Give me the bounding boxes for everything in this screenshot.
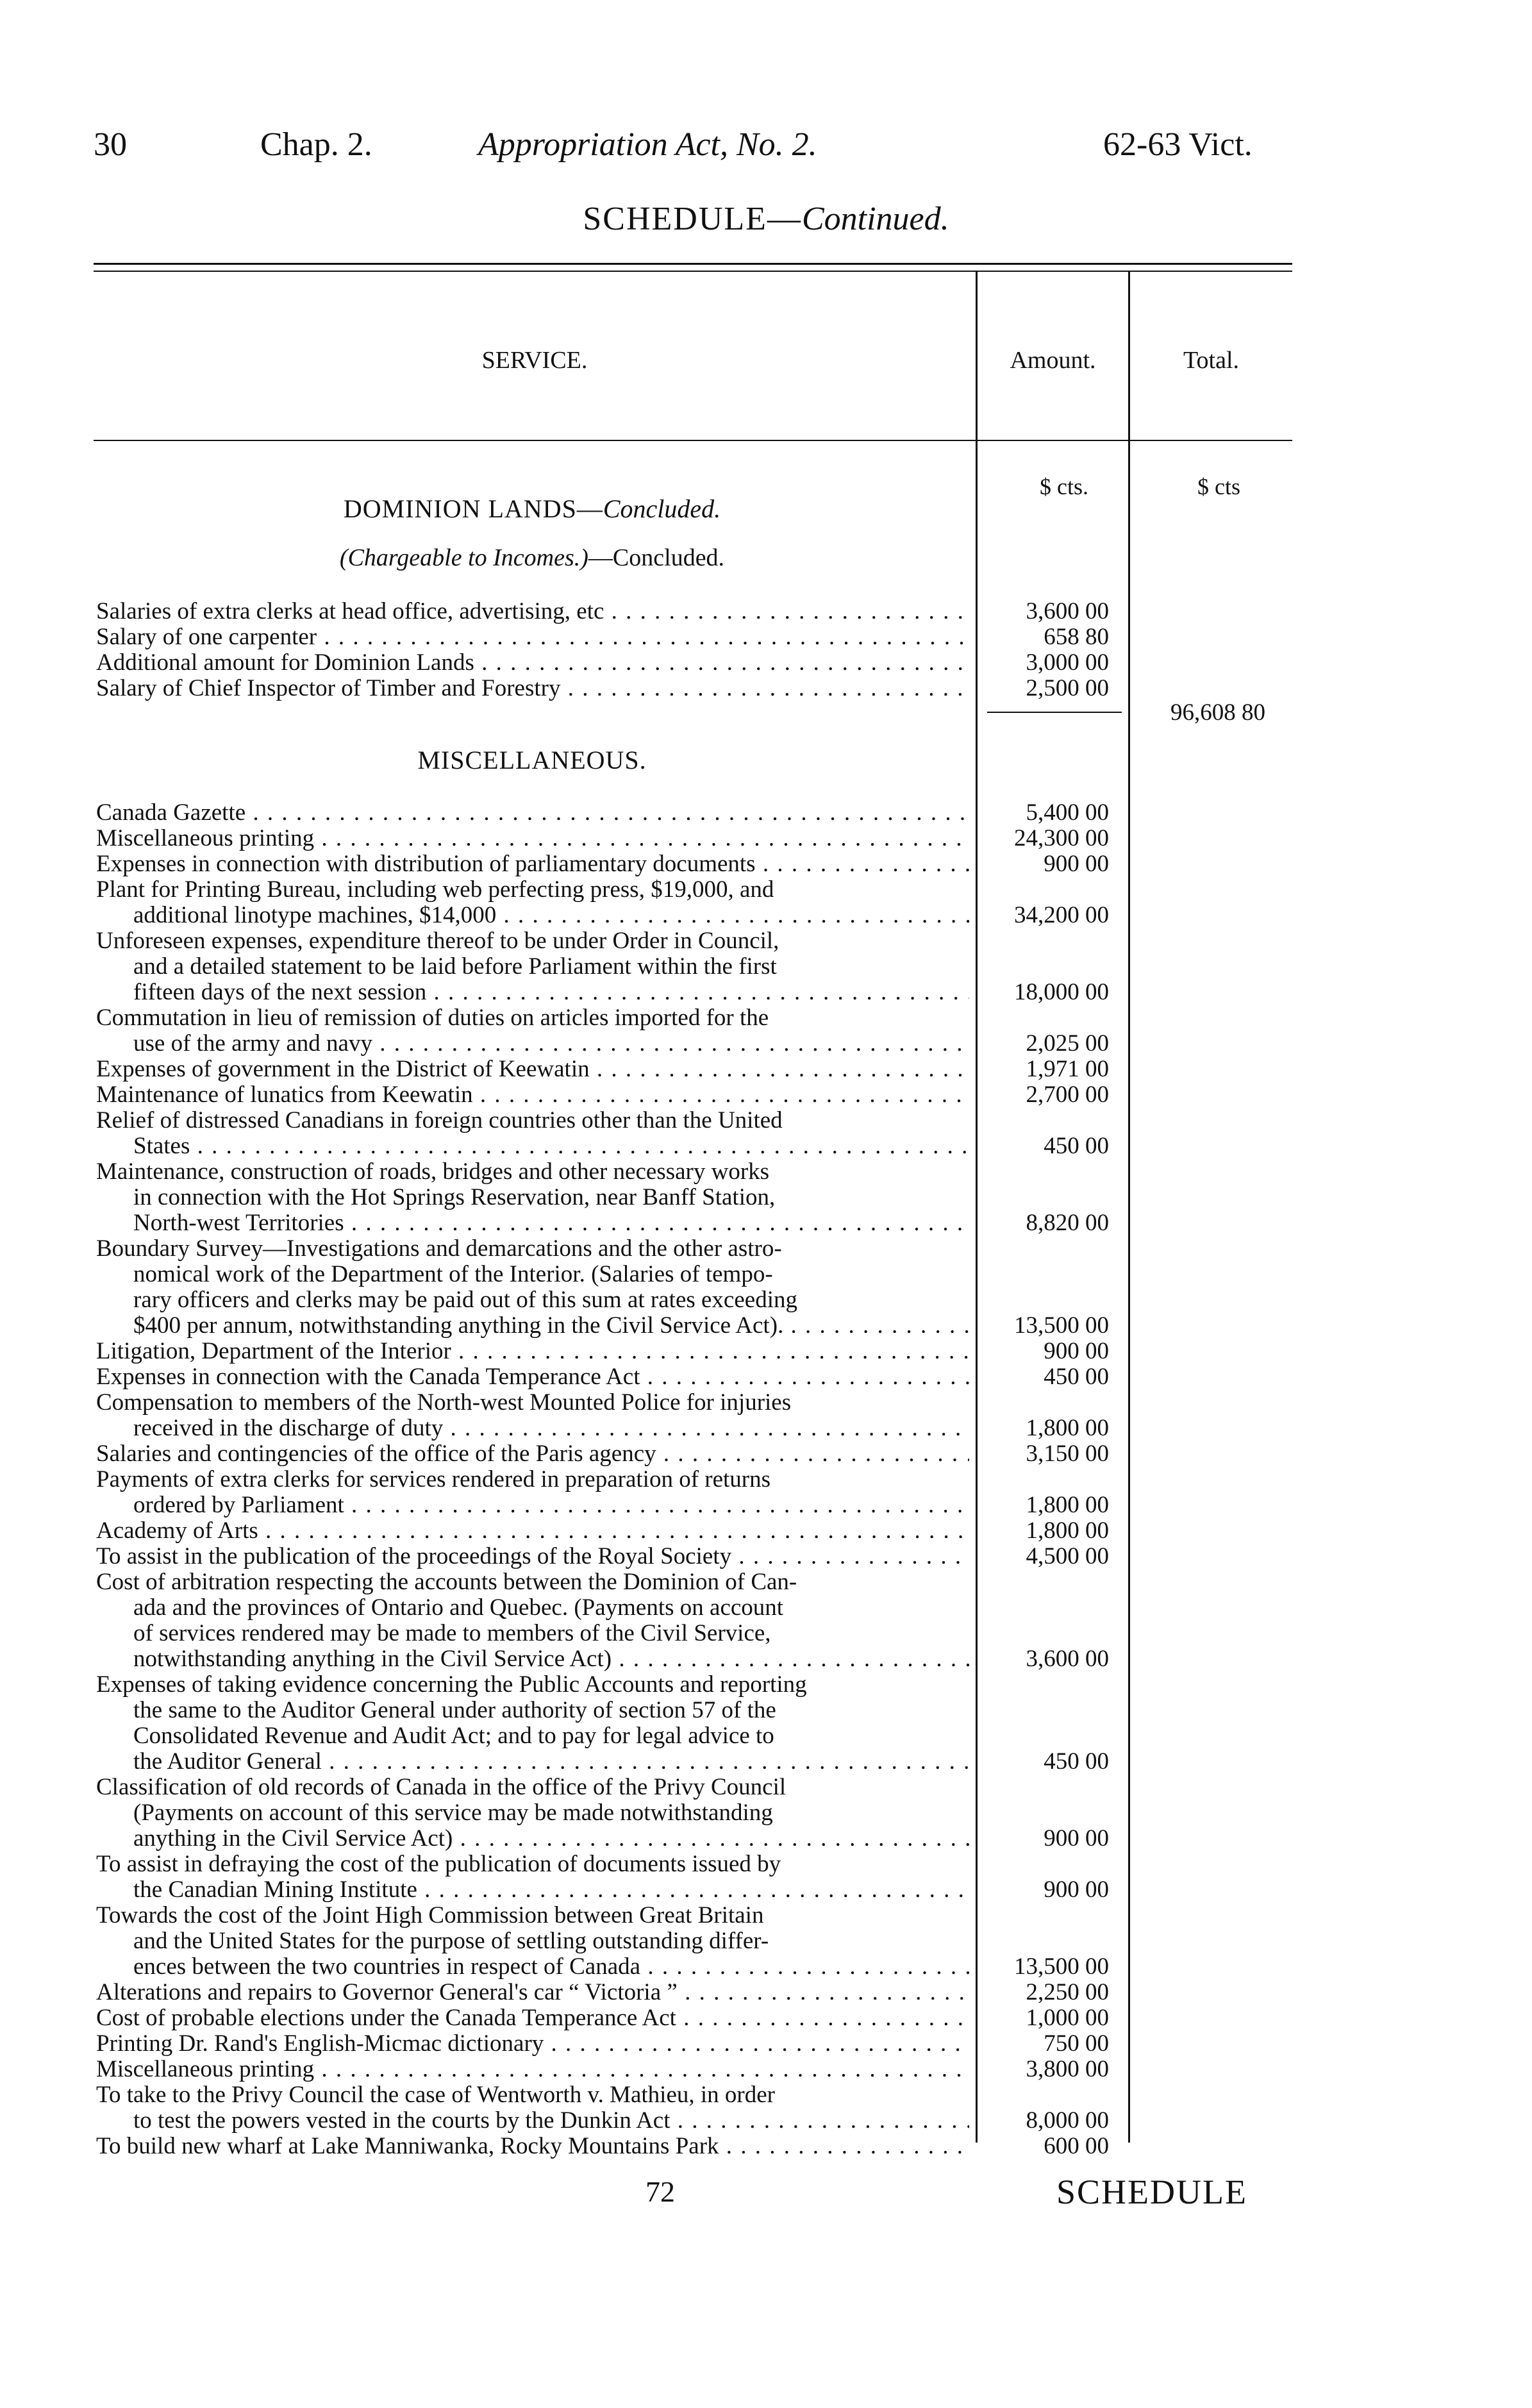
- item-line: to test the powers vested in the courts by the Dunkin Act . . .: [96, 2108, 969, 2134]
- item-description: [96, 1544, 969, 1569]
- item-line: To build new wharf at Lake Manniwanka, Rocky Mountains Park . . .: [96, 2134, 969, 2159]
- item-line: the Auditor General . . .: [96, 1749, 969, 1775]
- item-amount: 13,500 00: [1014, 1312, 1109, 1339]
- item-line: received in the discharge of duty . . .: [96, 1416, 969, 1441]
- item-line: of services rendered may be made to members of the Civil Service,: [133, 1621, 771, 1646]
- item-description: [96, 800, 969, 826]
- item-description: [96, 1108, 969, 1159]
- column-divider-2: [1128, 271, 1130, 2143]
- item-description: [96, 650, 969, 676]
- item-description: [96, 599, 969, 624]
- item-amount: 8,000 00: [1026, 2107, 1109, 2134]
- item-description: [96, 826, 969, 851]
- item-description: [96, 1339, 969, 1364]
- item-amount: 900 00: [1044, 1877, 1109, 1903]
- item-line: use of the army and navy . . .: [96, 1031, 969, 1057]
- item-amount: 450 00: [1044, 1133, 1109, 1159]
- header-bottom-rule: [94, 440, 1292, 441]
- item-amount: 13,500 00: [1014, 1953, 1109, 1980]
- item-description: [96, 1852, 969, 1903]
- item-description: [96, 1569, 969, 1672]
- item-amount: 1,000 00: [1026, 2005, 1109, 2031]
- item-line: (Payments on account of this service may be made notwithstanding: [133, 1800, 773, 1826]
- item-description: [96, 1467, 969, 1518]
- item-description: [96, 1159, 969, 1236]
- section-total-dominion-lands: 96,608 80: [1170, 699, 1265, 726]
- item-amount: 34,200 00: [1014, 902, 1109, 928]
- item-description: [96, 1005, 969, 1057]
- top-double-rule-1: [94, 263, 1292, 265]
- item-line: Additional amount for Dominion Lands . . .: [96, 650, 969, 676]
- item-line: ences between the two countries in respect of Canada . . .: [96, 1954, 969, 1980]
- section-subtitle-chargeable: [96, 544, 968, 572]
- item-description: [96, 851, 969, 877]
- item-description: [96, 1980, 969, 2005]
- item-amount: 2,700 00: [1026, 1082, 1109, 1108]
- item-amount: 600 00: [1044, 2133, 1109, 2159]
- item-line: Printing Dr. Rand's English-Micmac dictionary . . .: [96, 2031, 969, 2057]
- item-amount: 750 00: [1044, 2030, 1109, 2057]
- schedule-title-continued: Continued.: [801, 201, 949, 237]
- item-line: North-west Territories . . .: [96, 1210, 969, 1236]
- item-line: nomical work of the Department of the Interior. (Salaries of tempo-: [133, 1262, 773, 1287]
- item-description: [96, 2057, 969, 2082]
- section-subtitle-suffix: —Concluded.: [588, 544, 725, 571]
- item-amount: 2,500 00: [1026, 675, 1109, 701]
- item-amount: 450 00: [1044, 1748, 1109, 1775]
- section-subtitle-text: (Chargeable to Incomes.): [339, 544, 588, 571]
- section-title-text: DOMINION LANDS—: [343, 494, 603, 523]
- item-line: Commutation in lieu of remission of duties on articles imported for the: [96, 1005, 769, 1031]
- subtotal-rule: [987, 712, 1122, 713]
- item-amount: 1,971 00: [1026, 1056, 1109, 1082]
- item-line: Academy of Arts . . .: [96, 1518, 969, 1544]
- item-line: the Canadian Mining Institute . . .: [96, 1877, 969, 1903]
- catchword: SCHEDULE: [1056, 2173, 1247, 2211]
- schedule-title: [0, 200, 1532, 238]
- item-line: Towards the cost of the Joint High Commission between Great Britain: [96, 1903, 764, 1928]
- item-line: the same to the Auditor General under authority of section 57 of the: [133, 1698, 776, 1723]
- item-description: [96, 1364, 969, 1390]
- top-double-rule-2: [94, 271, 1292, 272]
- item-line: Expenses of taking evidence concerning the Public Accounts and reporting: [96, 1672, 807, 1698]
- item-line: To take to the Privy Council the case of Wentworth v. Mathieu, in order: [96, 2082, 775, 2108]
- item-amount: 658 80: [1044, 624, 1109, 650]
- item-line: Cost of arbitration respecting the accounts between the Dominion of Can-: [96, 1569, 797, 1595]
- item-amount: 3,000 00: [1026, 649, 1109, 676]
- item-line: notwithstanding anything in the Civil Service Act) . . .: [96, 1646, 969, 1672]
- item-description: [96, 2031, 969, 2057]
- section-title-suffix: Concluded.: [603, 494, 721, 523]
- item-line: and a detailed statement to be laid before Parliament within the first: [133, 954, 777, 980]
- running-head: [87, 126, 1296, 171]
- item-amount: 900 00: [1044, 1825, 1109, 1852]
- item-description: [96, 2134, 969, 2159]
- item-description: [96, 1903, 969, 1980]
- item-line: ada and the provinces of Ontario and Quebec. (Payments on account: [133, 1595, 784, 1621]
- item-line: Salary of one carpenter . . .: [96, 624, 969, 650]
- item-description: [96, 1390, 969, 1441]
- item-line: Salary of Chief Inspector of Timber and Forestry . . .: [96, 676, 969, 701]
- item-description: [96, 877, 969, 928]
- item-line: in connection with the Hot Springs Reservation, near Banff Station,: [133, 1185, 776, 1210]
- item-line: Expenses in connection with distribution of parliamentary documents . . .: [96, 851, 969, 877]
- item-line: Maintenance of lunatics from Keewatin . . .: [96, 1082, 969, 1108]
- item-line: fifteen days of the next session . . .: [96, 980, 969, 1005]
- total-units: $ cts: [1197, 474, 1240, 499]
- item-amount: 2,250 00: [1026, 1979, 1109, 2005]
- item-line: Miscellaneous printing . . .: [96, 2057, 969, 2082]
- item-line: States . . .: [96, 1133, 969, 1159]
- item-line: rary officers and clerks may be paid out of this sum at rates exceeding: [133, 1287, 797, 1313]
- footer-page-number: 72: [645, 2175, 675, 2208]
- item-line: Plant for Printing Bureau, including web perfecting press, $19,000, and: [96, 877, 774, 903]
- item-line: ordered by Parliament . . .: [96, 1492, 969, 1518]
- item-line: Boundary Survey—Investigations and demarcations and the other astro-: [96, 1236, 782, 1262]
- item-line: Litigation, Department of the Interior . . .: [96, 1339, 969, 1364]
- item-amount: 24,300 00: [1014, 825, 1109, 851]
- item-description: [96, 1775, 969, 1852]
- item-amount: 4,500 00: [1026, 1543, 1109, 1569]
- chapter-label: Chap. 2.: [260, 126, 372, 163]
- item-line: Cost of probable elections under the Canada Temperance Act . . .: [96, 2005, 969, 2031]
- item-line: Expenses of government in the District of Keewatin . . .: [96, 1057, 969, 1082]
- item-line: anything in the Civil Service Act) . . .: [96, 1826, 969, 1852]
- item-line: additional linotype machines, $14,000 . . .: [96, 903, 969, 928]
- section-title-miscellaneous: MISCELLANEOUS.: [417, 746, 647, 774]
- item-line: Canada Gazette . . .: [96, 800, 969, 826]
- item-amount: 450 00: [1044, 1364, 1109, 1390]
- item-line: Miscellaneous printing . . .: [96, 826, 969, 851]
- item-description: [96, 1672, 969, 1775]
- item-line: Compensation to members of the North-west Mounted Police for injuries: [96, 1390, 792, 1416]
- item-description: [96, 1441, 969, 1467]
- item-line: $400 per annum, notwithstanding anything in the Civil Service Act). . . .: [96, 1313, 969, 1339]
- item-line: Salaries and contingencies of the office of the Paris agency . . .: [96, 1441, 969, 1467]
- item-amount: 1,800 00: [1026, 1518, 1109, 1544]
- item-amount: 5,400 00: [1026, 799, 1109, 826]
- section-title-dominion-lands: [96, 494, 968, 524]
- schedule-title-text: SCHEDULE—: [583, 201, 802, 237]
- item-description: [96, 2082, 969, 2134]
- column-divider-1: [976, 271, 978, 2143]
- item-description: [96, 624, 969, 650]
- amount-units: $ cts.: [1040, 474, 1088, 499]
- item-line: Consolidated Revenue and Audit Act; and to pay for legal advice to: [133, 1723, 774, 1749]
- item-line: and the United States for the purpose of settling outstanding differ-: [133, 1928, 769, 1954]
- item-line: Classification of old records of Canada in the office of the Privy Council: [96, 1775, 787, 1800]
- item-amount: 3,800 00: [1026, 2056, 1109, 2082]
- item-amount: 2,025 00: [1026, 1030, 1109, 1057]
- item-amount: 900 00: [1044, 851, 1109, 877]
- item-amount: 3,600 00: [1026, 1646, 1109, 1672]
- act-title: Appropriation Act, No. 2.: [478, 126, 817, 163]
- item-description: [96, 676, 969, 701]
- item-description: [96, 1236, 969, 1339]
- item-amount: 8,820 00: [1026, 1210, 1109, 1236]
- item-line: To assist in defraying the cost of the publication of documents issued by: [96, 1852, 781, 1877]
- item-amount: 3,600 00: [1026, 598, 1109, 624]
- page-number: 30: [94, 126, 127, 163]
- item-amount: 1,800 00: [1026, 1415, 1109, 1441]
- item-amount: 1,800 00: [1026, 1492, 1109, 1518]
- item-description: [96, 2005, 969, 2031]
- item-line: Payments of extra clerks for services rendered in preparation of returns: [96, 1467, 771, 1492]
- item-line: Unforeseen expenses, expenditure thereof to be under Order in Council,: [96, 928, 779, 954]
- item-line: Expenses in connection with the Canada Temperance Act . . .: [96, 1364, 969, 1390]
- item-line: Salaries of extra clerks at head office, advertising, etc . . .: [96, 599, 969, 624]
- item-amount: 3,150 00: [1026, 1441, 1109, 1467]
- item-description: [96, 1082, 969, 1108]
- item-amount: 18,000 00: [1014, 979, 1109, 1005]
- item-line: Relief of distressed Canadians in foreign countries other than the United: [96, 1108, 783, 1133]
- item-line: Alterations and repairs to Governor General's car “ Victoria ” . . .: [96, 1980, 969, 2005]
- header-amount: Amount.: [1010, 347, 1096, 374]
- item-amount: 900 00: [1044, 1338, 1109, 1364]
- header-service: SERVICE.: [481, 347, 588, 374]
- item-description: [96, 928, 969, 1005]
- item-line: Maintenance, construction of roads, bridges and other necessary works: [96, 1159, 770, 1185]
- item-description: [96, 1518, 969, 1544]
- item-line: To assist in the publication of the proceedings of the Royal Society . . .: [96, 1544, 969, 1569]
- regnal-year: 62-63 Vict.: [1103, 126, 1253, 163]
- item-description: [96, 1057, 969, 1082]
- header-total: Total.: [1183, 347, 1240, 374]
